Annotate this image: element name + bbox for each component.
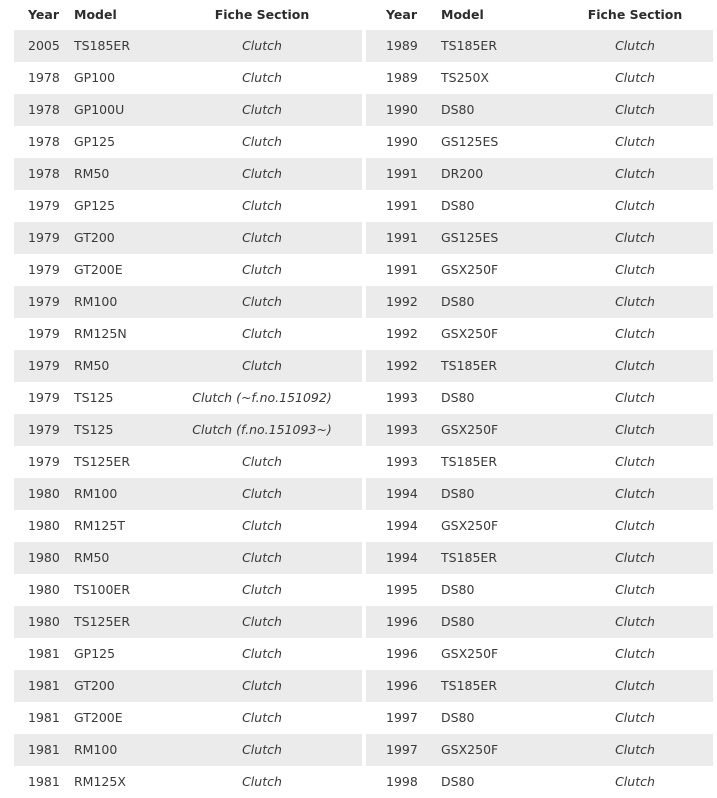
cell-model: RM100 xyxy=(74,294,118,309)
cell-year: 2005 xyxy=(28,38,60,53)
cell-year: 1994 xyxy=(386,550,418,565)
cell-year: 1992 xyxy=(386,358,418,373)
cell-year: 1979 xyxy=(28,262,60,277)
cell-fiche-section[interactable]: Clutch xyxy=(615,710,655,725)
cell-year: 1981 xyxy=(28,710,60,725)
table-row[interactable] xyxy=(14,254,362,286)
cell-fiche-section[interactable]: Clutch xyxy=(242,166,282,181)
cell-fiche-section[interactable]: Clutch (~f.no.151092) xyxy=(192,390,332,405)
cell-model: DS80 xyxy=(441,486,475,501)
cell-model: DS80 xyxy=(441,390,475,405)
table-row[interactable] xyxy=(366,318,713,350)
cell-year: 1993 xyxy=(386,422,418,437)
cell-model: TS100ER xyxy=(74,582,131,597)
table-row[interactable] xyxy=(366,542,713,574)
cell-model: GT200 xyxy=(74,678,115,693)
cell-year: 1994 xyxy=(386,518,418,533)
cell-fiche-section[interactable]: Clutch xyxy=(242,294,282,309)
cell-fiche-section[interactable]: Clutch xyxy=(615,774,655,789)
cell-year: 1996 xyxy=(386,678,418,693)
cell-fiche-section[interactable]: Clutch xyxy=(615,390,655,405)
cell-fiche-section[interactable]: Clutch xyxy=(615,550,655,565)
cell-year: 1996 xyxy=(386,646,418,661)
table-row[interactable] xyxy=(366,382,713,414)
cell-model: GT200 xyxy=(74,230,115,245)
cell-fiche-section[interactable]: Clutch xyxy=(242,774,282,789)
table-row[interactable] xyxy=(14,158,362,190)
cell-year: 1979 xyxy=(28,230,60,245)
cell-year: 1992 xyxy=(386,294,418,309)
cell-year: 1979 xyxy=(28,198,60,213)
cell-year: 1996 xyxy=(386,614,418,629)
cell-year: 1989 xyxy=(386,38,418,53)
cell-model: DS80 xyxy=(441,198,475,213)
cell-year: 1979 xyxy=(28,326,60,341)
table-row[interactable] xyxy=(14,30,362,62)
cell-model: GSX250F xyxy=(441,422,499,437)
cell-year: 1981 xyxy=(28,742,60,757)
cell-year: 1980 xyxy=(28,550,60,565)
table-row[interactable] xyxy=(14,510,362,542)
table-row[interactable] xyxy=(14,318,362,350)
table-row[interactable] xyxy=(366,30,713,62)
cell-model: DR200 xyxy=(441,166,484,181)
header-year: Year xyxy=(28,7,59,22)
table-row[interactable] xyxy=(366,190,713,222)
cell-fiche-section[interactable]: Clutch xyxy=(615,198,655,213)
cell-fiche-section[interactable]: Clutch xyxy=(242,230,282,245)
cell-year: 1991 xyxy=(386,198,418,213)
table-row[interactable] xyxy=(366,94,713,126)
cell-year: 1978 xyxy=(28,166,60,181)
cell-fiche-section[interactable]: Clutch xyxy=(615,262,655,277)
table-row[interactable] xyxy=(14,62,362,94)
cell-fiche-section[interactable]: Clutch xyxy=(242,678,282,693)
table-row[interactable] xyxy=(14,606,362,638)
table-row[interactable] xyxy=(366,670,713,702)
table-row[interactable] xyxy=(14,542,362,574)
cell-model: GSX250F xyxy=(441,326,499,341)
cell-model: TS185ER xyxy=(441,38,498,53)
cell-model: GP125 xyxy=(74,134,116,149)
table-row[interactable] xyxy=(366,158,713,190)
cell-fiche-section[interactable]: Clutch xyxy=(615,102,655,117)
table-row[interactable] xyxy=(366,62,713,94)
cell-fiche-section[interactable]: Clutch xyxy=(615,326,655,341)
cell-year: 1981 xyxy=(28,678,60,693)
cell-fiche-section[interactable]: Clutch xyxy=(242,742,282,757)
cell-model: TS185ER xyxy=(441,358,498,373)
table-row[interactable] xyxy=(14,638,362,670)
table-row[interactable] xyxy=(366,510,713,542)
cell-fiche-section[interactable]: Clutch xyxy=(242,38,282,53)
cell-model: GP125 xyxy=(74,646,116,661)
table-row[interactable] xyxy=(14,478,362,510)
parts-table-left xyxy=(14,0,362,798)
cell-model: RM50 xyxy=(74,358,110,373)
header-model: Model xyxy=(441,7,484,22)
table-row[interactable] xyxy=(14,350,362,382)
cell-year: 1991 xyxy=(386,166,418,181)
cell-model: GP125 xyxy=(74,198,116,213)
cell-model: TS185ER xyxy=(441,454,498,469)
cell-year: 1978 xyxy=(28,70,60,85)
cell-year: 1981 xyxy=(28,774,60,789)
cell-model: TS185ER xyxy=(441,678,498,693)
cell-fiche-section[interactable]: Clutch xyxy=(242,486,282,501)
cell-year: 1997 xyxy=(386,710,418,725)
cell-year: 1979 xyxy=(28,454,60,469)
header-year: Year xyxy=(386,7,417,22)
table-row[interactable] xyxy=(14,670,362,702)
table-header xyxy=(14,0,362,30)
cell-fiche-section[interactable]: Clutch xyxy=(242,614,282,629)
cell-fiche-section[interactable]: Clutch xyxy=(615,294,655,309)
table-row[interactable] xyxy=(14,286,362,318)
cell-fiche-section[interactable]: Clutch xyxy=(242,102,282,117)
cell-model: DS80 xyxy=(441,710,475,725)
table-row[interactable] xyxy=(366,126,713,158)
cell-model: RM125X xyxy=(74,774,126,789)
table-row[interactable] xyxy=(14,702,362,734)
cell-year: 1995 xyxy=(386,582,418,597)
cell-year: 1993 xyxy=(386,454,418,469)
cell-year: 1990 xyxy=(386,134,418,149)
cell-model: TS125ER xyxy=(74,614,131,629)
cell-model: GT200E xyxy=(74,710,123,725)
cell-model: TS125ER xyxy=(74,454,131,469)
table-row[interactable] xyxy=(14,574,362,606)
cell-fiche-section[interactable]: Clutch xyxy=(615,678,655,693)
cell-model: RM100 xyxy=(74,742,118,757)
cell-model: GSX250F xyxy=(441,646,499,661)
table-row[interactable] xyxy=(366,574,713,606)
table-row[interactable] xyxy=(14,446,362,478)
cell-model: GP100 xyxy=(74,70,116,85)
cell-fiche-section[interactable]: Clutch xyxy=(242,454,282,469)
table-header xyxy=(366,0,713,30)
cell-model: DS80 xyxy=(441,294,475,309)
cell-year: 1978 xyxy=(28,102,60,117)
header-fiche-section: Fiche Section xyxy=(214,7,310,22)
cell-year: 1989 xyxy=(386,70,418,85)
table-row[interactable] xyxy=(14,94,362,126)
table-row[interactable] xyxy=(14,222,362,254)
table-body xyxy=(366,30,713,798)
cell-fiche-section[interactable]: Clutch xyxy=(242,358,282,373)
cell-fiche-section[interactable]: Clutch xyxy=(615,422,655,437)
cell-fiche-section[interactable]: Clutch xyxy=(615,614,655,629)
cell-fiche-section[interactable]: Clutch xyxy=(242,550,282,565)
cell-model: GSX250F xyxy=(441,742,499,757)
header-fiche-section: Fiche Section xyxy=(587,7,683,22)
cell-fiche-section[interactable]: Clutch xyxy=(615,38,655,53)
cell-year: 1980 xyxy=(28,582,60,597)
cell-year: 1979 xyxy=(28,422,60,437)
cell-year: 1997 xyxy=(386,742,418,757)
cell-model: GS125ES xyxy=(441,230,499,245)
cell-year: 1990 xyxy=(386,102,418,117)
table-row[interactable] xyxy=(14,382,362,414)
cell-model: RM50 xyxy=(74,550,110,565)
cell-model: GSX250F xyxy=(441,262,499,277)
header-model: Model xyxy=(74,7,117,22)
cell-model: TS185ER xyxy=(441,550,498,565)
table-row[interactable] xyxy=(366,606,713,638)
cell-year: 1993 xyxy=(386,390,418,405)
cell-model: DS80 xyxy=(441,102,475,117)
cell-fiche-section[interactable]: Clutch xyxy=(615,646,655,661)
cell-year: 1978 xyxy=(28,134,60,149)
cell-fiche-section[interactable]: Clutch xyxy=(615,742,655,757)
cell-fiche-section[interactable]: Clutch xyxy=(242,70,282,85)
table-row[interactable] xyxy=(366,478,713,510)
cell-year: 1981 xyxy=(28,646,60,661)
cell-model: GP100U xyxy=(74,102,125,117)
cell-model: TS185ER xyxy=(74,38,131,53)
cell-model: TS125 xyxy=(74,422,114,437)
cell-fiche-section[interactable]: Clutch xyxy=(615,582,655,597)
cell-fiche-section[interactable]: Clutch xyxy=(242,518,282,533)
cell-fiche-section[interactable]: Clutch xyxy=(615,358,655,373)
cell-model: GS125ES xyxy=(441,134,499,149)
cell-year: 1980 xyxy=(28,518,60,533)
cell-fiche-section[interactable]: Clutch xyxy=(615,70,655,85)
table-row[interactable] xyxy=(14,414,362,446)
cell-year: 1980 xyxy=(28,614,60,629)
cell-year: 1980 xyxy=(28,486,60,501)
table-row[interactable] xyxy=(366,702,713,734)
cell-fiche-section[interactable]: Clutch xyxy=(242,198,282,213)
cell-year: 1991 xyxy=(386,262,418,277)
cell-year: 1992 xyxy=(386,326,418,341)
table-row[interactable] xyxy=(366,734,713,766)
cell-model: TS125 xyxy=(74,390,114,405)
cell-fiche-section[interactable]: Clutch (f.no.151093~) xyxy=(192,422,332,437)
cell-fiche-section[interactable]: Clutch xyxy=(242,326,282,341)
cell-year: 1979 xyxy=(28,390,60,405)
cell-model: RM125N xyxy=(74,326,127,341)
cell-model: GSX250F xyxy=(441,518,499,533)
cell-fiche-section[interactable]: Clutch xyxy=(615,454,655,469)
cell-fiche-section[interactable]: Clutch xyxy=(615,486,655,501)
cell-fiche-section[interactable]: Clutch xyxy=(615,518,655,533)
cell-fiche-section[interactable]: Clutch xyxy=(615,166,655,181)
cell-model: DS80 xyxy=(441,614,475,629)
table-row[interactable] xyxy=(366,350,713,382)
table-row[interactable] xyxy=(366,254,713,286)
cell-model: DS80 xyxy=(441,774,475,789)
cell-fiche-section[interactable]: Clutch xyxy=(615,230,655,245)
cell-year: 1994 xyxy=(386,486,418,501)
cell-model: RM125T xyxy=(74,518,125,533)
table-row[interactable] xyxy=(366,414,713,446)
cell-model: DS80 xyxy=(441,582,475,597)
table-row[interactable] xyxy=(14,126,362,158)
table-row[interactable] xyxy=(14,190,362,222)
cell-year: 1998 xyxy=(386,774,418,789)
cell-fiche-section[interactable]: Clutch xyxy=(242,646,282,661)
table-row[interactable] xyxy=(366,446,713,478)
cell-year: 1979 xyxy=(28,358,60,373)
cell-model: RM50 xyxy=(74,166,110,181)
cell-year: 1991 xyxy=(386,230,418,245)
cell-year: 1979 xyxy=(28,294,60,309)
table-row[interactable] xyxy=(14,734,362,766)
table-row[interactable] xyxy=(366,638,713,670)
cell-fiche-section[interactable]: Clutch xyxy=(242,262,282,277)
table-body xyxy=(14,30,362,798)
cell-model: TS250X xyxy=(441,70,489,85)
cell-model: RM100 xyxy=(74,486,118,501)
table-row[interactable] xyxy=(366,766,713,798)
table-row[interactable] xyxy=(366,222,713,254)
cell-fiche-section[interactable]: Clutch xyxy=(615,134,655,149)
cell-model: GT200E xyxy=(74,262,123,277)
parts-table-right xyxy=(366,0,713,798)
table-row[interactable] xyxy=(366,286,713,318)
cell-fiche-section[interactable]: Clutch xyxy=(242,710,282,725)
cell-fiche-section[interactable]: Clutch xyxy=(242,134,282,149)
cell-fiche-section[interactable]: Clutch xyxy=(242,582,282,597)
table-row[interactable] xyxy=(14,766,362,798)
